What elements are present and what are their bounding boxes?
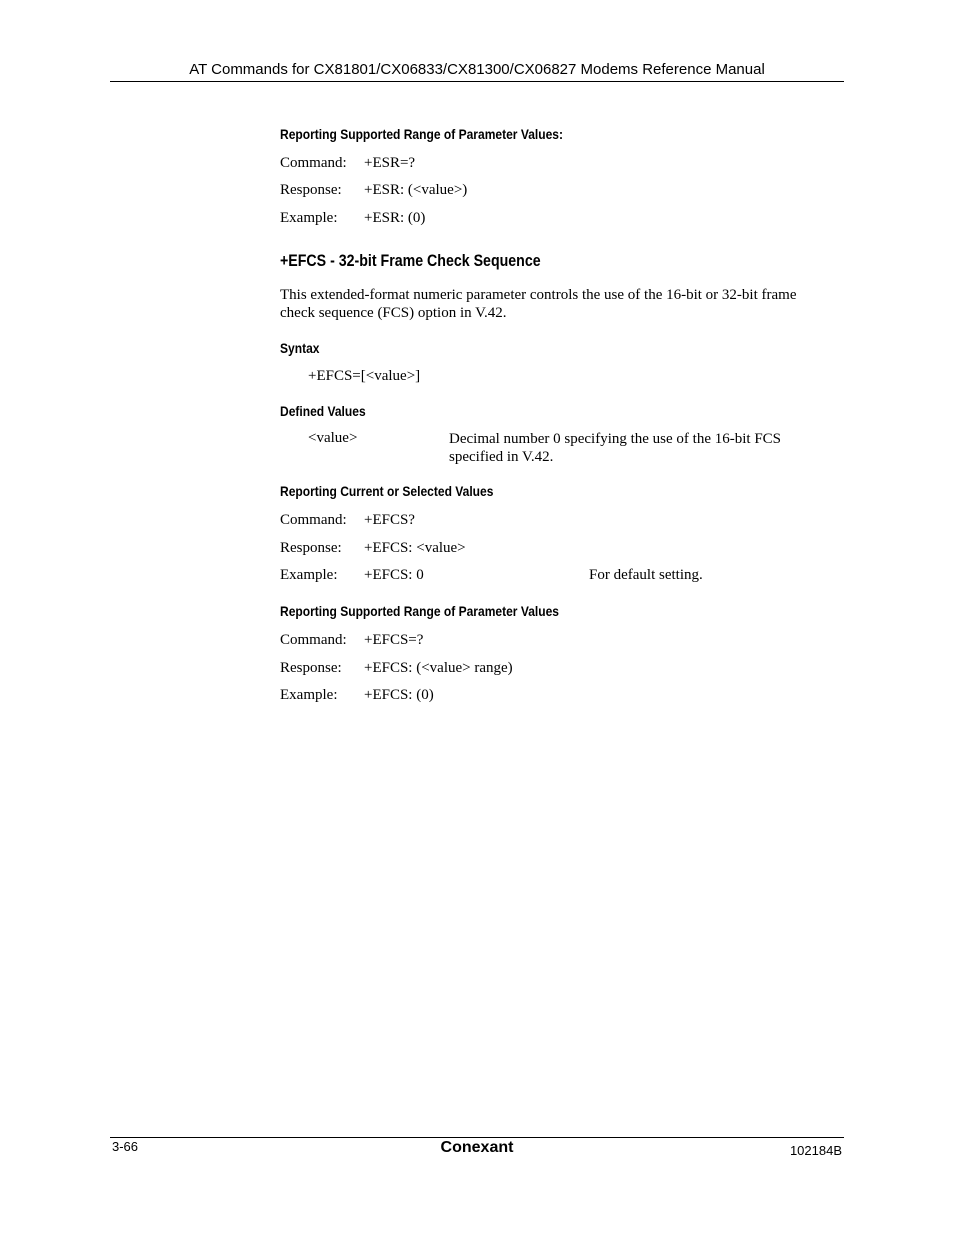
range-command-label: Command: bbox=[280, 632, 347, 648]
efcs-title: +EFCS - 32-bit Frame Check Sequence bbox=[280, 252, 541, 270]
esr-example-value: +ESR: (0) bbox=[364, 210, 426, 226]
current-command-label: Command: bbox=[280, 512, 347, 528]
defined-value-description: Decimal number 0 specifying the use of the 16-bit FCS specified in V.42. bbox=[449, 431, 782, 465]
current-response-value: +EFCS: <value> bbox=[364, 540, 466, 556]
footer-rule bbox=[110, 1137, 844, 1138]
esr-command-label: Command: bbox=[280, 155, 347, 171]
range-example-label: Example: bbox=[280, 687, 338, 703]
esr-range-heading: Reporting Supported Range of Parameter Values: bbox=[280, 126, 563, 142]
range-response-value: +EFCS: (<value> range) bbox=[364, 660, 513, 676]
range-command-value: +EFCS=? bbox=[364, 632, 424, 648]
range-heading: Reporting Supported Range of Parameter Values bbox=[280, 603, 559, 619]
header-rule bbox=[110, 81, 844, 82]
efcs-description: This extended-format numeric parameter controls the use of the 16-bit or 32-bit frame check sequence (FCS) option in V.42. bbox=[280, 287, 797, 321]
current-example-value: +EFCS: 0 bbox=[364, 567, 424, 583]
current-command-value: +EFCS? bbox=[364, 512, 415, 528]
syntax-heading: Syntax bbox=[280, 340, 320, 356]
esr-example-label: Example: bbox=[280, 210, 338, 226]
current-response-label: Response: bbox=[280, 540, 342, 556]
esr-response-value: +ESR: (<value>) bbox=[364, 182, 468, 198]
footer-company: Conexant bbox=[440, 1139, 514, 1156]
syntax-command: +EFCS=[<value>] bbox=[308, 368, 421, 384]
esr-response-label: Response: bbox=[280, 182, 342, 198]
defined-values-heading: Defined Values bbox=[280, 403, 366, 419]
page-number: 3-66 bbox=[112, 1139, 139, 1154]
current-example-note: For default setting. bbox=[589, 567, 703, 583]
current-values-heading: Reporting Current or Selected Values bbox=[280, 483, 494, 499]
current-example-label: Example: bbox=[280, 567, 338, 583]
defined-value-param: <value> bbox=[308, 430, 358, 446]
esr-command-value: +ESR=? bbox=[364, 155, 416, 171]
range-response-label: Response: bbox=[280, 660, 342, 676]
running-header: AT Commands for CX81801/CX06833/CX81300/CX06827 Modems Reference Manual bbox=[189, 61, 765, 78]
range-example-value: +EFCS: (0) bbox=[364, 687, 434, 703]
doc-number: 102184B bbox=[789, 1143, 842, 1158]
